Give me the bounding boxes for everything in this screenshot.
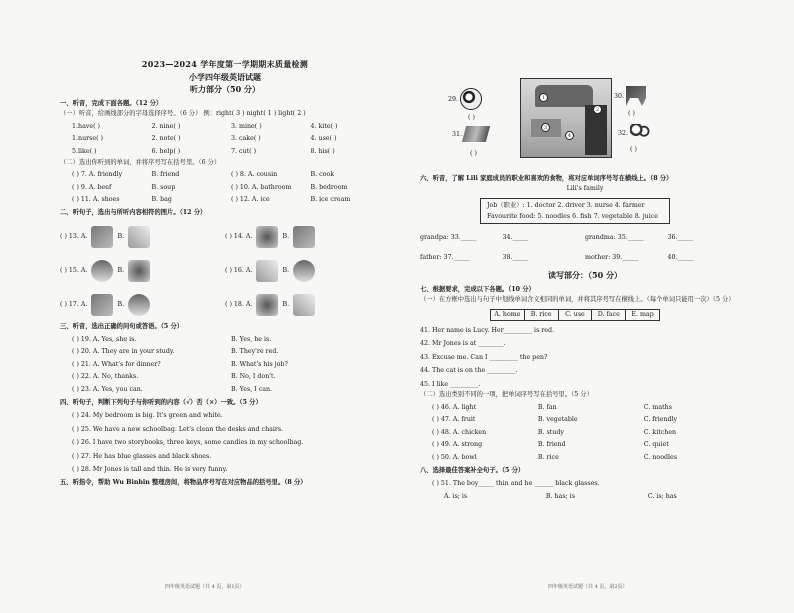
fill-blank-item: 45. I like _________. [420,380,481,388]
qa-option: B. Yes, he is. [231,335,272,343]
choice-row [60,196,390,204]
fill-blank-item: 44. The cat is on the _________. [420,367,518,375]
room-marker: 2 [593,105,602,114]
item-number: 31. [452,130,463,138]
mc-option: C. is; has [647,492,677,500]
question-label: ( ) 18. A. [225,301,253,309]
item-number: 32. [618,129,629,137]
picture-option-image [91,294,113,316]
picture-option-image [91,260,113,282]
qa-row [60,336,390,344]
job-list: Job（职业）: 1. doctor 2. driver 3. nurse 4. farmer [487,202,645,210]
item-number: 30. [614,92,625,100]
section-7-sub1: （一）在方框中选出与句子中划线单词含义相同的单词，并将其序号写在横线上。（每个单词只能用一次）（5 分） [420,296,735,304]
room-marker: 3 [541,123,550,132]
word-bank-item: A. home [491,310,525,320]
choice-item: B. cook [310,171,335,179]
answer-blank: ( ) [470,150,477,157]
odd-one-out-row [420,416,750,424]
fill-blank-item: 42. Mr Jones is at ________. [420,340,506,348]
odd-option: ( ) 50. A. bowl [432,453,477,461]
right-page [420,170,750,500]
phonics-item: 4. kite( ) [310,122,338,130]
picture-option-image [91,226,113,248]
qa-row [60,348,390,356]
section-1-sub2: （二）选出你听到的单词，并将序号写在括号里。（6 分） [60,158,221,166]
section-7-heading: 七、根据要求，完成以下各题。（10 分） [420,285,535,293]
choice-item: B. friend [151,171,180,179]
picture-question-row [60,292,390,318]
family-answer-row [420,254,750,262]
judge-item: ( ) 24. My bedroom is big. It's green and white. [72,412,223,420]
family-box-title: Lili's family [566,184,604,192]
family-info-box [480,198,670,224]
phonics-item: 7. cut( ) [231,147,257,155]
keys-icon [630,124,650,142]
answer-line: 40._____ [667,253,694,261]
choice-item: B. bag [151,196,172,204]
answer-line: 38._____ [502,253,529,261]
choice-item: ( ) 11. A. shoes [72,196,120,204]
qa-row [60,386,390,394]
option-label: B. [282,267,290,275]
odd-option: B. fan [537,403,557,411]
page-footer-right: 四年级英语试题（共 4 页，第2页） [548,584,628,590]
section-1-sub1: （一）听音，给画线部分的字母选择序号。（6 分） 例：right( 3 ) night( 1 ) light( 2 ) [60,110,306,118]
section-1-heading: 一、听音，完成下面各题。（12 分） [60,99,163,107]
choice-item: ( ) 8. A. cousin [231,171,278,179]
football-icon [460,88,482,110]
choice-item: ( ) 12. A. ice [231,196,270,204]
item-31-blank [470,150,477,157]
question-label: ( ) 14. A. [225,233,253,241]
living-room-picture [520,78,612,158]
item-30 [614,86,646,106]
page-footer-left: 四年级英语试题（共 4 页，第1页） [165,584,245,590]
choice-item: B. ice cream [310,196,351,204]
picture-option-image [256,226,278,248]
qa-option: ( ) 20. A. They are in your study. [72,348,175,356]
judge-item: ( ) 28. Mr Jones is tall and thin. He is very funny. [72,466,228,474]
option-label: B. [117,267,125,275]
option-label: B. [117,233,125,241]
answer-blank: ( ) [468,114,475,121]
choice-row [60,171,390,179]
qa-option: ( ) 21. A. What's for dinner? [72,360,161,368]
picture-option-image [128,294,150,316]
phonics-item: 1.nurse( ) [72,135,104,143]
phonics-item: 6. help( ) [151,147,181,155]
odd-option: B. rice [537,453,559,461]
odd-one-out-row [420,454,750,462]
picture-option-image [293,260,315,282]
phonics-row [60,135,390,143]
picture-option-image [256,260,278,282]
section-3-heading: 三、听音，选出正确的问句或答语。（5 分） [60,323,184,331]
option-label: B. [282,301,290,309]
picture-question-row [60,258,390,284]
books-icon [462,126,490,142]
item-32-blank [630,146,637,153]
odd-option: B. friend [537,441,566,449]
word-bank-item: B. rice [525,310,559,320]
food-list: Favourite food: 5. noodles 6. fish 7. vegetable 8. juice [487,212,658,220]
mc-option: A. is; is [444,492,468,500]
fill-blank-item: 41. Her name is Lucy. Her_________ is red. [420,326,555,334]
word-bank-item: C. use [559,310,593,320]
odd-option: C. kitchen [643,428,677,436]
word-bank-item: E. map [631,310,654,318]
phonics-row [60,123,390,131]
fill-blank-item: 43. Excuse me. Can I _________ the pen? [420,353,548,361]
picture-option-image [293,226,315,248]
phonics-item: 8. his( ) [310,147,335,155]
section-8-heading: 八、选择最佳答案补全句子。（5 分） [420,466,525,474]
question-label: ( ) 17. A. [60,301,88,309]
qa-option: ( ) 22. A. No, thanks. [72,373,139,381]
room-marker: 4 [565,131,574,140]
choice-item: ( ) 10. A. bathroom [231,183,292,191]
picture-question-row [60,224,390,250]
qa-row [60,361,390,369]
left-page [60,60,390,486]
answer-line: 36._____ [667,234,694,242]
word-bank [490,309,660,321]
choice-item: B. bedroom [310,183,348,191]
odd-option: B. vegetable [537,416,578,424]
reading-part-heading: 读写部分：（50 分） [548,270,622,281]
section-5-heading: 五、听指令，帮助 Wu Binbin 整理房间，将物品序号写在对应物品的括号里。（8 分） [60,478,307,486]
phonics-item: 3. mine( ) [231,122,262,130]
item-30-blank [628,110,635,117]
family-answer-row [420,234,750,242]
listening-part-heading: 听力部分（50 分） [190,84,260,95]
answer-line: grandpa: 33._____ [420,234,477,242]
picture-option-image [256,294,278,316]
answer-line: mother: 39._____ [585,253,638,261]
room-marker: 1 [539,93,548,102]
answer-blank: ( ) [628,110,635,117]
odd-option: C. noodles [643,453,678,461]
answer-line: 34._____ [502,234,529,242]
question-label: ( ) 13. A. [60,233,88,241]
chair-icon [626,86,646,106]
option-label: B. [282,233,290,241]
odd-option: ( ) 48. A. chicken [432,428,487,436]
odd-option: ( ) 46. A. light [432,403,477,411]
section-2-heading: 二、听句子，选出与所听内容相符的图片。（12 分） [60,208,207,216]
odd-one-out-row [420,441,750,449]
qa-option: B. No, I don't. [231,373,276,381]
qa-option: B. They're red. [231,348,279,356]
qa-row [60,373,390,381]
qa-option: ( ) 23. A. Yes, you can. [72,385,143,393]
odd-option: C. quiet [643,441,669,449]
section-7-sub2: （二）选出类别不同的一项，把单词序号写在括号里。（5 分） [420,391,593,399]
choice-item: B. soup [151,183,176,191]
section-6-heading: 六、听音，了解 Lili 家庭成员的职业和喜欢的食物，将对应单词序号写在横线上。（8 分） [420,175,673,182]
item-29 [448,88,482,110]
choice-item: ( ) 9. A. beef [72,183,112,191]
item-32 [618,124,650,142]
phonics-item: 5.like( ) [72,147,97,155]
option-label: B. [117,301,125,309]
odd-option: ( ) 47. A. fruit [432,416,476,424]
mc-options-51 [420,493,750,501]
mc-question-51: ( ) 51. The boy_____ thin and he ______ black glasses. [432,480,600,488]
odd-option: ( ) 49. A. strong [432,441,483,449]
odd-one-out-row [420,429,750,437]
item-number: 29. [448,95,459,103]
choice-row [60,184,390,192]
picture-option-image [293,294,315,316]
mc-option: B. has; is [545,492,575,500]
qa-option: ( ) 19. A. Yes, she is. [72,335,137,343]
exam-title: 2023—2024 学年度第一学期期末质量检测 [141,59,309,69]
section-4-heading: 四、听句子，判断下列句子与你听到的内容（√）否（×）一致。（5 分） [60,398,262,406]
question-label: ( ) 16. A. [225,267,253,275]
item-29-blank [468,114,475,121]
answer-line: father: 37._____ [420,253,470,261]
phonics-item: 1.have( ) [72,122,101,130]
picture-option-image [128,226,150,248]
judge-item: ( ) 26. I have two storybooks, three keys, some candies in my schoolbag. [72,439,304,447]
phonics-item: 4. use( ) [310,135,337,143]
odd-option: C. maths [643,403,672,411]
odd-option: B. study [537,428,564,436]
phonics-item: 3. cake( ) [231,135,261,143]
picture-option-image [128,260,150,282]
phonics-item: 2. nine( ) [151,122,181,130]
odd-one-out-row [420,404,750,412]
exam-subtitle: 小学四年级英语试题 [189,71,261,82]
word-bank-item: D. face [592,310,626,320]
qa-option: B. Yes, I can. [231,385,273,393]
phonics-item: 2. note( ) [151,135,181,143]
item-31 [452,126,488,142]
phonics-row [60,148,390,156]
choice-item: ( ) 7. A. friendly [72,171,123,179]
judge-item: ( ) 27. He has blue glasses and black shoes. [72,452,212,460]
odd-option: C. friendly [643,416,678,424]
judge-item: ( ) 25. We have a new schoolbag. Let's clean the desks and chairs. [72,425,284,433]
answer-blank: ( ) [630,146,637,153]
qa-option: B. What's his job? [231,360,288,368]
answer-line: grandma: 35._____ [585,234,644,242]
question-label: ( ) 15. A. [60,267,88,275]
